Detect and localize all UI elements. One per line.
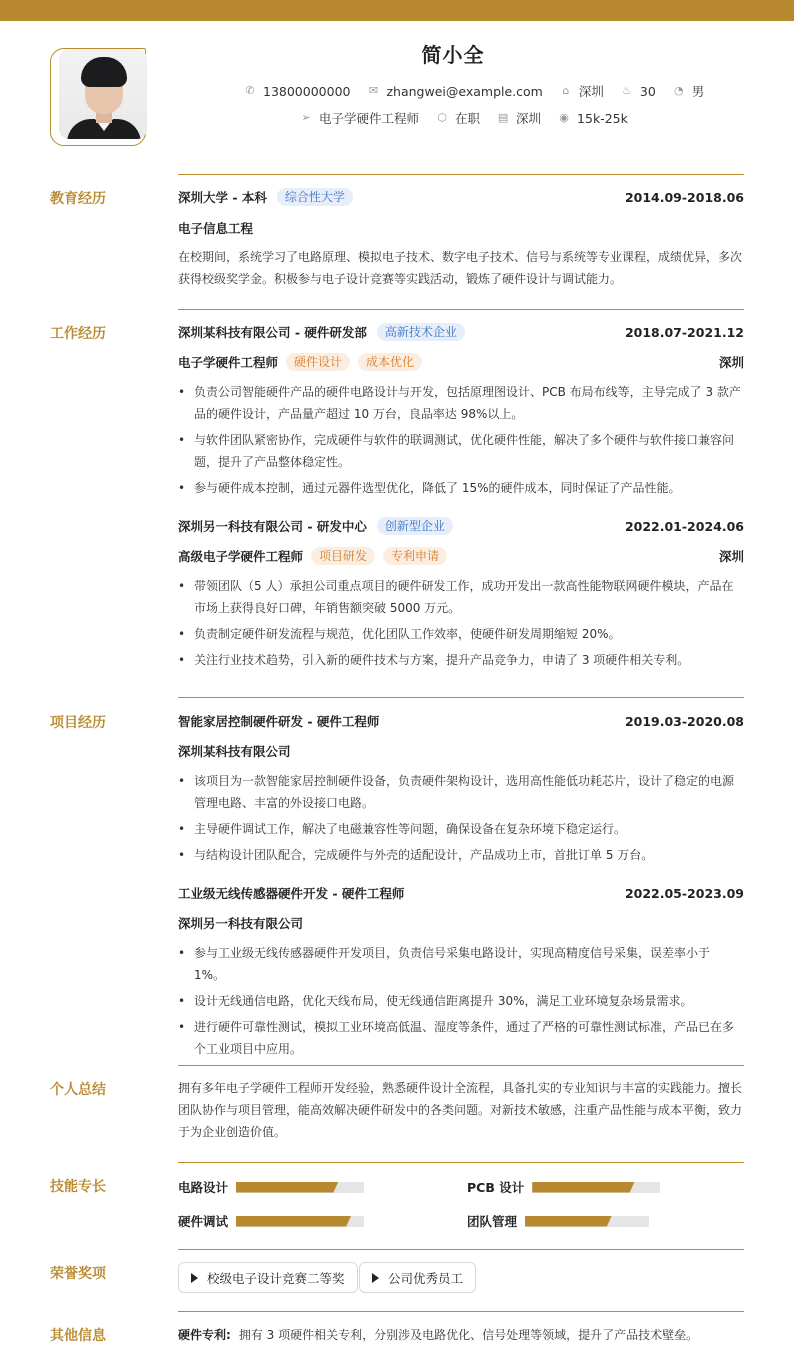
skill-tag: 项目研发 [311, 547, 375, 565]
work-1-position-row [178, 353, 744, 371]
divider [178, 1162, 744, 1163]
phone-item [244, 84, 350, 99]
contact-row [244, 82, 721, 100]
section-title-awards: 荣誉奖项 [50, 1266, 106, 1282]
section-title-education: 教育经历 [50, 191, 106, 207]
award-label: 公司优秀员工 [388, 1270, 464, 1286]
divider [178, 1249, 744, 1250]
company-name: 深圳另一科技有限公司 - 研发中心 [178, 519, 367, 534]
work-2-header [178, 517, 744, 535]
list-item: • 与软件团队紧密协作，完成硬件与软件的联调测试，优化硬件性能，解决了多个硬件与软件接口兼容问题，提升了产品整体稳定性。 [178, 429, 744, 473]
skill-tag: 成本优化 [358, 353, 422, 371]
send-icon: ➢ [301, 111, 311, 124]
work-2-position-row [178, 547, 744, 565]
divider [178, 174, 744, 175]
skill-tag: 硬件设计 [286, 353, 350, 371]
email-text: zhangwei@example.com [386, 83, 543, 99]
list-item: • 主导硬件调试工作，解决了电磁兼容性等问题，确保设备在复杂环境下稳定运行。 [178, 818, 744, 840]
skill-item [467, 1212, 649, 1230]
work-2-bullets [178, 575, 744, 675]
summary-text: 拥有多年电子学硬件工程师开发经验，熟悉硬件设计全流程，具备扎实的专业知识与丰富的实践能力。擅长团队协作与项目管理，能高效解决硬件研发中的各类问题。对新技术敏感，注重产品性能与成本平衡，致力于为企业创造价值。 [178, 1081, 743, 1139]
list-item: • 参与工业级无线传感器硬件开发项目，负责信号采集电路设计，实现高精度信号采集，误差率小于 1%。 [178, 942, 744, 986]
divider [178, 309, 744, 310]
list-item: • 与结构设计团队配合，完成硬件与外壳的适配设计，产品成功上市，首批订单 5 万台。 [178, 844, 744, 866]
company-name: 深圳某科技有限公司 - 硬件研发部 [178, 325, 367, 340]
candidate-name: 简小全 [421, 43, 485, 67]
city-item [560, 82, 604, 100]
salary-icon: ◉ [559, 111, 569, 124]
project-1-header [178, 712, 744, 730]
work-date: 2022.01-2024.06 [624, 518, 744, 534]
company-tag: 高新技术企业 [377, 323, 465, 341]
education-date: 2014.09-2018.06 [624, 189, 744, 205]
city-text: 深圳 [578, 84, 604, 99]
gender-icon: ◔ [673, 84, 684, 97]
divider [178, 697, 744, 698]
position-title: 高级电子学硬件工程师 [178, 549, 304, 564]
skill-item [178, 1212, 364, 1230]
project-2-bullets [178, 942, 744, 1064]
phone-text: 13800000000 [263, 83, 351, 99]
list-item: • 负责制定硬件研发流程与规范，优化团队工作效率，使硬件研发周期缩短 20%。 [178, 623, 744, 645]
skill-bar-fill [525, 1216, 612, 1227]
list-item: • 该项目为一款智能家居控制硬件设备，负责硬件架构设计，选用高性能低功耗芯片，设计了稳定的电源管理电路、丰富的外设接口电路。 [178, 770, 744, 814]
section-title-skills: 技能专长 [50, 1179, 106, 1195]
skill-name: 硬件调试 [178, 1214, 229, 1229]
skill-name: PCB 设计 [467, 1180, 525, 1195]
position-title: 电子学硬件工程师 [178, 355, 279, 370]
project-2-company-row [178, 914, 744, 932]
status-item [436, 109, 480, 127]
work-1-header [178, 323, 744, 341]
section-title-summary: 个人总结 [50, 1082, 106, 1098]
skill-bar-fill [532, 1182, 634, 1193]
section-title-other: 其他信息 [50, 1328, 106, 1344]
job-title-text: 电子学硬件工程师 [319, 111, 420, 126]
home-icon: ⌂ [562, 84, 570, 97]
skill-bar-fill [236, 1182, 338, 1193]
salary-text: 15k-25k [577, 110, 628, 126]
education-header [178, 188, 744, 206]
section-title-projects: 项目经历 [50, 715, 106, 731]
work-1-bullets [178, 381, 744, 503]
age-text: 30 [639, 83, 656, 99]
play-icon [372, 1273, 379, 1283]
phone-icon: ✆ [245, 84, 255, 97]
list-item: • 带领团队（5 人）承担公司重点项目的硬件研发工作，成功开发出一款高性能物联网硬件模块，产品在市场上获得良好口碑，年销售额突破 5000 万元。 [178, 575, 744, 619]
job-title-item [300, 109, 419, 127]
other-info-row [178, 1326, 744, 1343]
job-row [300, 109, 645, 127]
skill-bar-fill [236, 1216, 351, 1227]
award-item[interactable] [178, 1262, 358, 1293]
skill-tag: 专利申请 [383, 547, 447, 565]
age-item [621, 84, 656, 99]
project-1-bullets [178, 770, 744, 870]
cake-icon: ♨ [621, 84, 632, 97]
skill-bar [236, 1216, 364, 1227]
project-1-company-row [178, 742, 744, 760]
work-city: 深圳 [718, 355, 744, 370]
work-city: 深圳 [718, 549, 744, 564]
play-icon [191, 1273, 198, 1283]
top-accent-bar [0, 0, 794, 21]
status-text: 在职 [455, 111, 481, 126]
major: 电子信息工程 [178, 221, 254, 236]
list-item: • 进行硬件可靠性测试，模拟工业环境高低温、湿度等条件，通过了严格的可靠性测试标准，产品已在多个工业项目中应用。 [178, 1016, 744, 1060]
list-item: • 负责公司智能硬件产品的硬件电路设计与开发，包括原理图设计、PCB 布局布线等，主导完成了 3 款产品的硬件设计，产品量产超过 10 万台，良品率达 98%以上。 [178, 381, 744, 425]
list-item: • 参与硬件成本控制，通过元器件选型优化，降低了 15%的硬件成本，同时保证了产品性能。 [178, 477, 744, 499]
education-description: 在校期间，系统学习了电路原理、模拟电子技术、数字电子技术、信号与系统等专业课程，成绩优异，多次获得校级奖学金。积极参与电子设计竞赛等实践活动，锻炼了硬件设计与调试能力。 [178, 250, 743, 286]
project-title: 智能家居控制硬件研发 - 硬件工程师 [178, 714, 380, 729]
skill-bar [532, 1182, 660, 1193]
salary-item [558, 111, 628, 126]
project-date: 2019.03-2020.08 [624, 713, 744, 729]
skill-bar [236, 1182, 364, 1193]
work-city-item [497, 109, 541, 127]
gender-text: 男 [691, 84, 705, 99]
list-item: • 关注行业技术趋势，引入新的硬件技术与方案，提升产品竞争力，申请了 3 项硬件相关专利。 [178, 649, 744, 671]
email-item [367, 84, 542, 99]
mail-icon: ✉ [368, 84, 379, 97]
project-company: 深圳另一科技有限公司 [178, 916, 304, 931]
project-2-header [178, 884, 744, 902]
project-date: 2022.05-2023.09 [624, 885, 744, 901]
skill-item [178, 1178, 364, 1196]
skill-name: 电路设计 [178, 1180, 229, 1195]
list-item: • 设计无线通信电路，优化天线布局，使无线通信距离提升 30%，满足工业环境复杂场景需求。 [178, 990, 744, 1012]
divider [178, 1311, 744, 1312]
work-city-text: 深圳 [516, 111, 542, 126]
gender-item [673, 82, 705, 100]
other-info-label: 硬件专利: [178, 1328, 231, 1342]
skill-item [467, 1178, 660, 1196]
project-title: 工业级无线传感器硬件开发 - 硬件工程师 [178, 886, 405, 901]
skill-bar [525, 1216, 649, 1227]
section-title-work: 工作经历 [50, 326, 106, 342]
award-label: 校级电子设计竞赛二等奖 [207, 1270, 345, 1286]
divider [178, 1065, 744, 1066]
school-name: 深圳大学 - 本科 [178, 190, 267, 205]
building-icon: ▤ [497, 111, 509, 124]
company-tag: 创新型企业 [377, 517, 453, 535]
other-info-text: 拥有 3 项硬件相关专利，分别涉及电路优化、信号处理等领域，提升了产品技术壁垒。 [238, 1328, 699, 1342]
skill-name: 团队管理 [467, 1214, 518, 1229]
work-date: 2018.07-2021.12 [624, 324, 744, 340]
status-icon: ⬡ [437, 111, 447, 124]
major-row [178, 219, 744, 237]
project-company: 深圳某科技有限公司 [178, 744, 291, 759]
school-tag: 综合性大学 [277, 188, 353, 206]
award-item[interactable] [359, 1262, 476, 1293]
